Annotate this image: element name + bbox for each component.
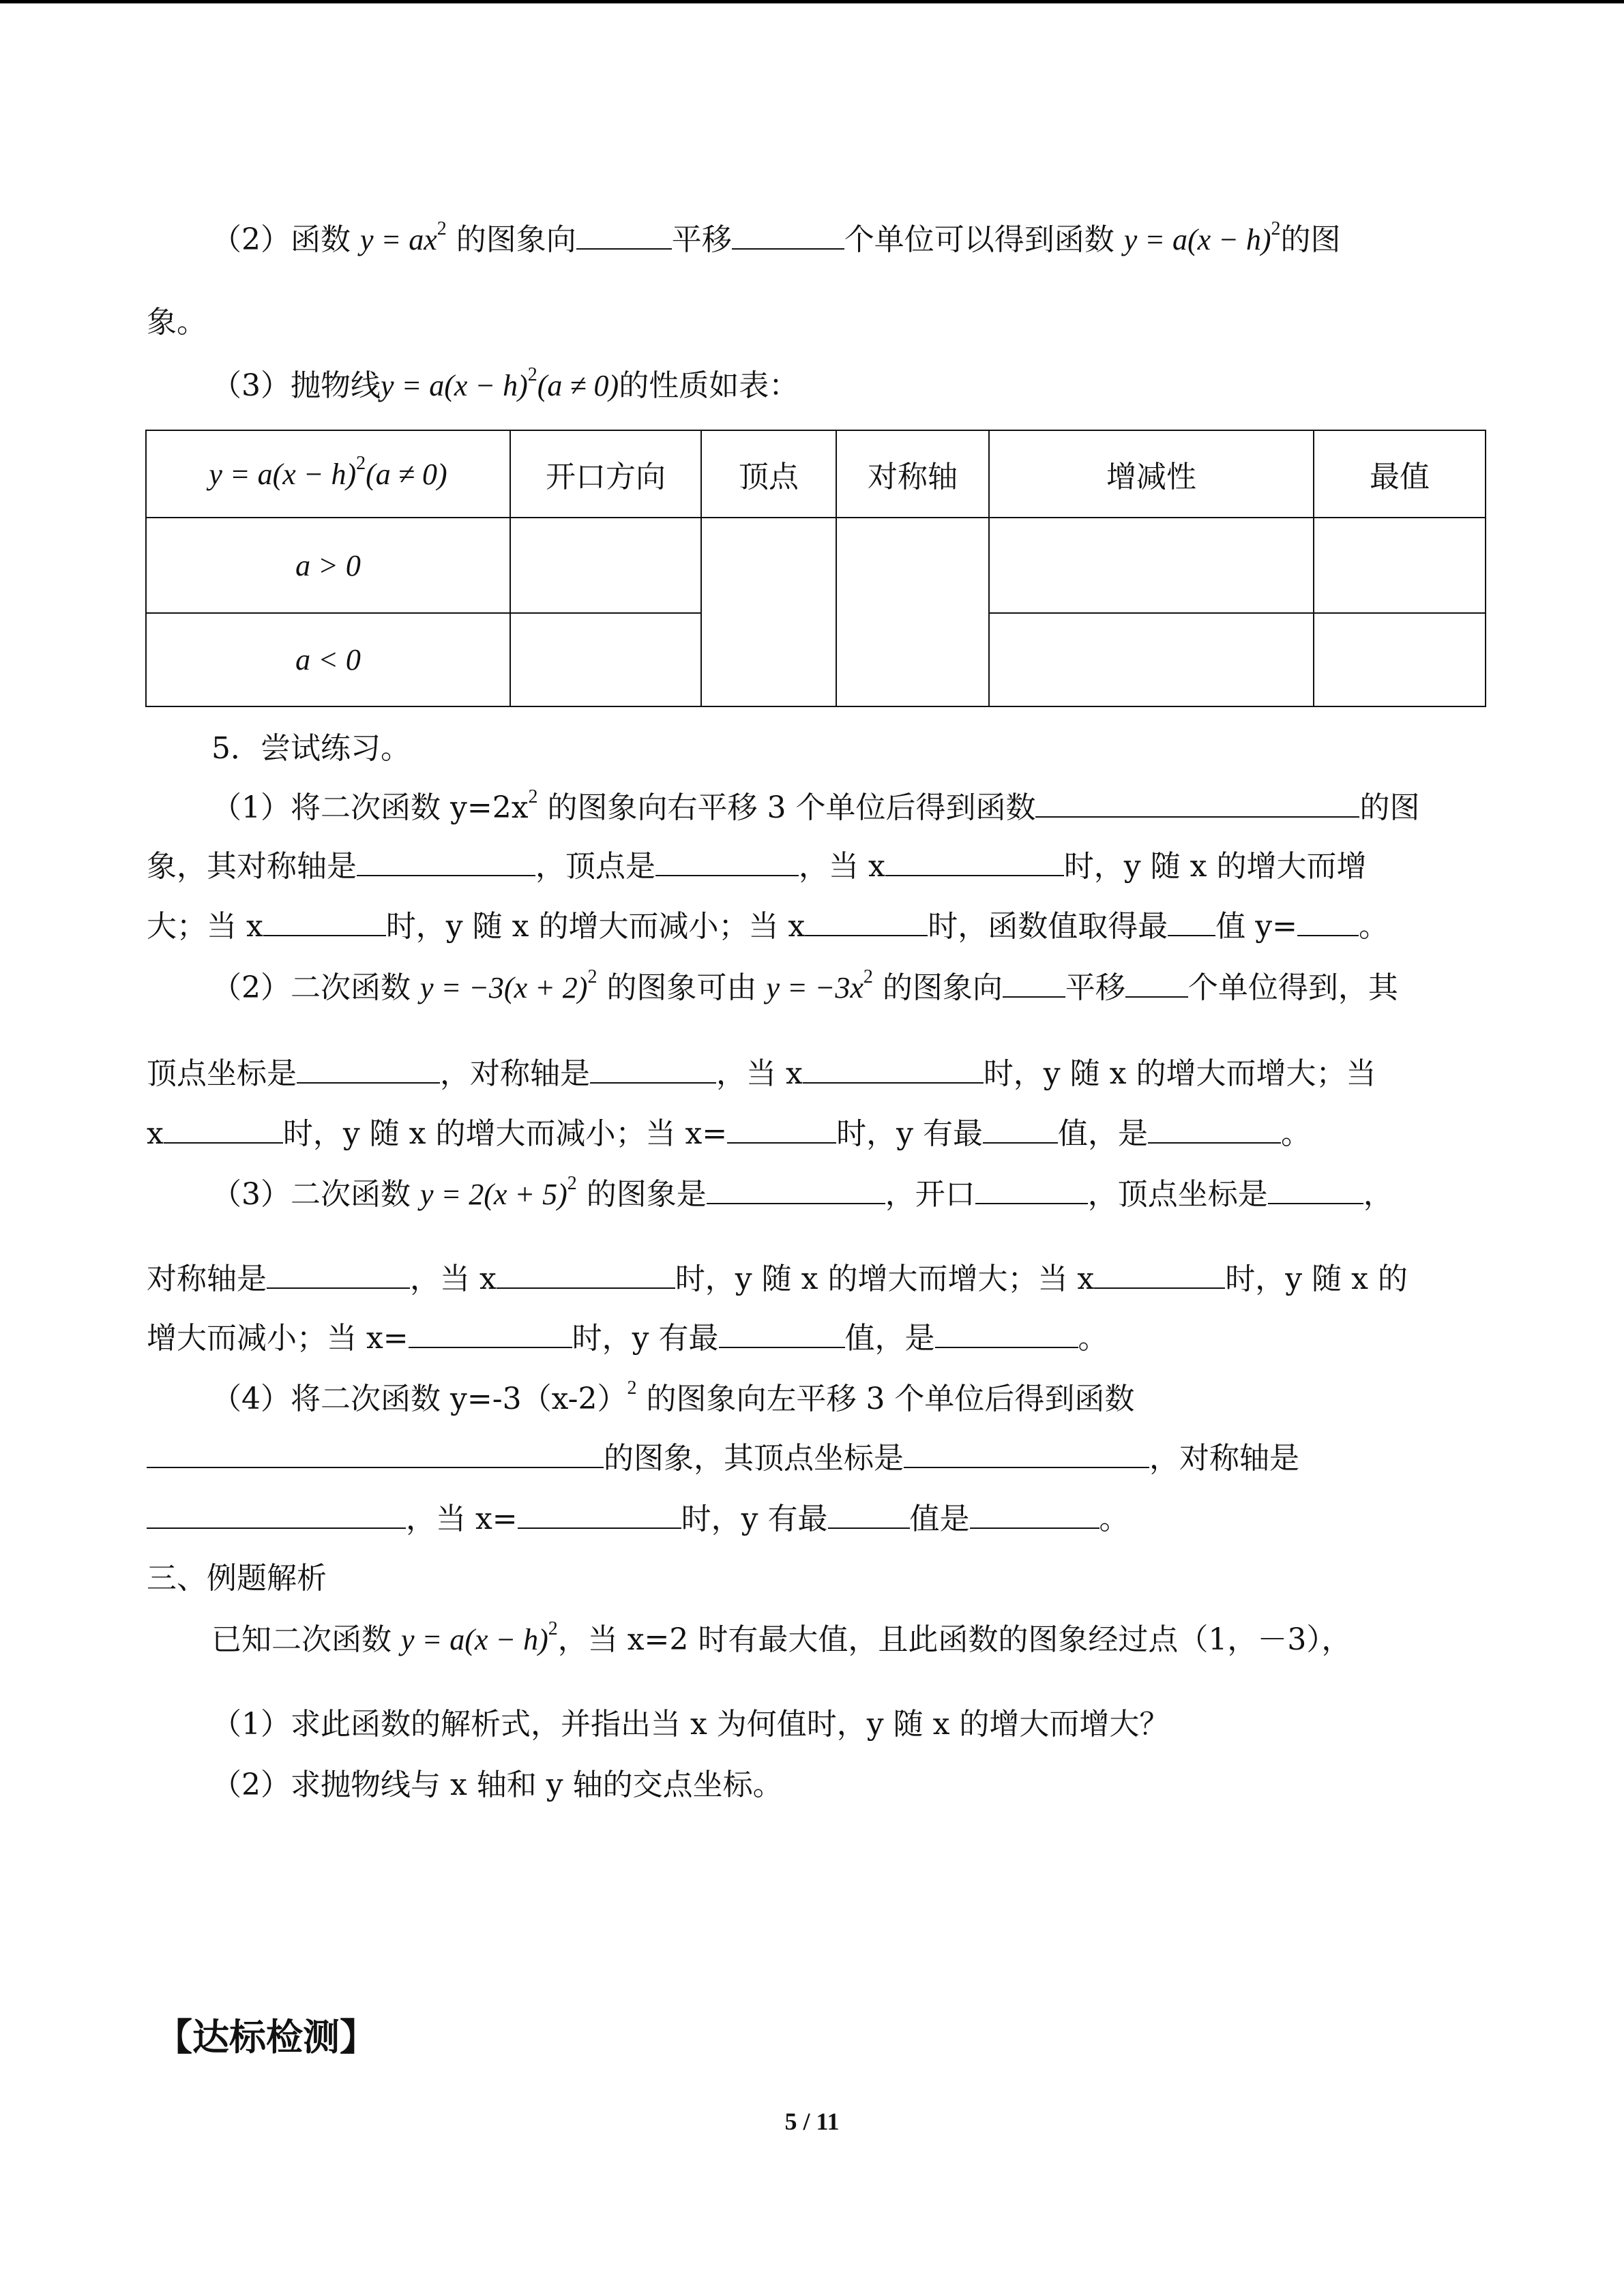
fill-blank[interactable] <box>590 1055 716 1084</box>
text: 的图 <box>1359 790 1420 825</box>
text: 时，y 随 x 的增大而减小；当 x <box>385 909 806 944</box>
text: ，当 x=2 时有最大值，且此函数的图象经过点（1，－3）， <box>557 1622 1352 1657</box>
text: 时，y 随 x 的增大而增大；当 <box>983 1056 1376 1091</box>
text: 的图象，其顶点坐标是 <box>604 1441 904 1476</box>
text: x <box>147 1116 164 1151</box>
fill-blank[interactable] <box>727 1115 836 1144</box>
text: 已知二次函数 <box>211 1622 392 1657</box>
text: 。 <box>1078 1321 1108 1356</box>
fill-blank[interactable] <box>732 221 844 250</box>
superscript: 2 <box>1271 218 1281 239</box>
answer-cell[interactable] <box>701 518 836 706</box>
q4-line2 <box>147 1438 1483 1479</box>
formula: (a ≠ 0) <box>537 369 619 402</box>
q2-line3 <box>147 1114 1483 1154</box>
fill-blank[interactable] <box>1148 1115 1281 1144</box>
text: 顶点坐标是 <box>147 1056 297 1091</box>
example-intro <box>211 1620 1483 1660</box>
text: 对称轴是 <box>147 1262 267 1296</box>
superscript: 2 <box>863 966 873 987</box>
fill-blank[interactable] <box>147 1500 406 1529</box>
text: 个单位可以得到函数 <box>844 222 1114 257</box>
formula: (a ≠ 0) <box>366 457 447 491</box>
text: ，对称轴是 <box>1149 1441 1299 1476</box>
text: 时，y 有最 <box>681 1502 828 1536</box>
fill-blank[interactable] <box>1268 1176 1363 1204</box>
header-cell: 增减性 <box>989 430 1314 518</box>
s4-p3-line <box>211 366 1483 406</box>
text: 的图象向 <box>882 970 1003 1005</box>
fill-blank[interactable] <box>1297 908 1359 936</box>
fill-blank[interactable] <box>707 1176 885 1204</box>
q3-line2 <box>147 1259 1483 1300</box>
fill-blank[interactable] <box>828 1500 910 1529</box>
text: ，顶点是 <box>535 849 655 884</box>
section-heading: 【达标检测】 <box>156 2016 377 2059</box>
text: 的图 <box>1280 222 1341 257</box>
fill-blank[interactable] <box>719 1320 845 1348</box>
text: （3）二次函数 <box>211 1177 411 1212</box>
formula: y = 2(x + 5) <box>420 1178 567 1211</box>
text: 时，函数值取得最 <box>928 909 1168 944</box>
row-label: a < 0 <box>146 613 510 706</box>
superscript: 2 <box>548 1618 558 1639</box>
fill-blank[interactable] <box>1003 969 1065 998</box>
q1-line3 <box>147 906 1483 947</box>
answer-cell[interactable] <box>510 613 701 706</box>
answer-cell[interactable] <box>836 518 989 706</box>
s4-p2-line2 <box>147 302 1483 343</box>
text: 值是 <box>909 1502 970 1536</box>
text: 平移 <box>1065 970 1125 1005</box>
header-cell: 开口方向 <box>510 430 701 518</box>
text: （2）求抛物线与 x 轴和 y 轴的交点坐标。 <box>211 1768 783 1802</box>
header-cell: 最值 <box>1314 430 1486 518</box>
text: 时，y 随 x 的增大而增大；当 x <box>675 1262 1095 1296</box>
formula: y = a(x − h) <box>209 457 357 491</box>
text: ，开口 <box>885 1177 975 1212</box>
fill-blank[interactable] <box>975 1176 1088 1204</box>
answer-cell[interactable] <box>989 518 1314 613</box>
text: 。 <box>1280 1116 1311 1151</box>
superscript: 2 <box>527 364 537 385</box>
text: 象。 <box>147 305 207 340</box>
fill-blank[interactable] <box>803 1055 984 1084</box>
formula: y = a(x − h) <box>401 1623 548 1656</box>
fill-blank[interactable] <box>935 1320 1078 1348</box>
text: 象，其对称轴是 <box>147 849 357 884</box>
top-border <box>0 0 1624 3</box>
text: 。 <box>1099 1502 1130 1536</box>
text: ，当 x <box>716 1056 803 1091</box>
formula: y = −3(x + 2) <box>420 971 588 1004</box>
superscript: 2 <box>587 966 597 987</box>
q1-line2 <box>147 846 1483 887</box>
text: 时，y 随 x 的增大而增 <box>1063 849 1367 884</box>
header-cell: 对称轴 <box>836 430 989 518</box>
text: ，对称轴是 <box>440 1056 590 1091</box>
fill-blank[interactable] <box>655 848 799 876</box>
text: 值 y= <box>1215 909 1297 944</box>
text: （4）将二次函数 y=-3（x-2） <box>211 1382 628 1416</box>
fill-blank[interactable] <box>885 848 1064 876</box>
q3-line3 <box>147 1318 1483 1359</box>
header-formula-cell <box>146 430 510 518</box>
fill-blank[interactable] <box>297 1055 440 1084</box>
fill-blank[interactable] <box>1168 908 1215 936</box>
text: 的图象向 <box>456 222 576 257</box>
example-q1 <box>211 1704 1483 1745</box>
q4-line3 <box>147 1499 1483 1540</box>
fill-blank[interactable] <box>409 1320 572 1348</box>
page-number: 5 / 11 <box>784 2108 840 2135</box>
q1-line1 <box>211 788 1483 829</box>
fill-blank[interactable] <box>805 908 928 936</box>
fill-blank[interactable] <box>1035 789 1359 818</box>
text: 个单位得到，其 <box>1187 970 1398 1005</box>
text: 时，y 随 x 的增大而减小；当 x= <box>282 1116 728 1151</box>
example-q2 <box>211 1765 1483 1806</box>
answer-cell[interactable] <box>989 613 1314 706</box>
item-number: （2） <box>211 222 291 257</box>
q2-line1 <box>211 968 1483 1009</box>
fill-blank[interactable] <box>147 1440 604 1468</box>
superscript: 2 <box>437 218 447 239</box>
text: 的性质如表： <box>619 368 799 403</box>
q4-line1 <box>211 1379 1483 1420</box>
fill-blank[interactable] <box>983 1115 1058 1144</box>
text: 值，是 <box>844 1321 935 1356</box>
text: ， <box>1363 1177 1393 1212</box>
formula: y = a(x − h) <box>381 369 528 402</box>
text: ，当 x <box>799 849 885 884</box>
formula: y = a(x − h) <box>1123 223 1271 256</box>
text: ，顶点坐标是 <box>1087 1177 1268 1212</box>
text: ，当 x <box>410 1262 497 1296</box>
section-5-title <box>211 728 1548 769</box>
text: 的图象可由 <box>606 970 757 1005</box>
superscript: 2 <box>356 452 366 474</box>
section-3-title <box>147 1558 1483 1599</box>
superscript: 2 <box>567 1173 577 1194</box>
text: 抛物线 <box>291 368 381 403</box>
text: （1）将二次函数 y=2x <box>211 790 529 825</box>
fill-blank[interactable] <box>164 1115 283 1144</box>
text: 时，y 随 x 的 <box>1225 1262 1408 1296</box>
text: 。 <box>1358 909 1389 944</box>
formula: y = ax <box>360 223 437 256</box>
item-number: （3） <box>211 368 291 403</box>
text: 5．尝试练习。 <box>211 731 411 766</box>
fill-blank[interactable] <box>970 1500 1099 1529</box>
text: 大；当 x <box>147 909 263 944</box>
header-cell: 顶点 <box>701 430 836 518</box>
fill-blank[interactable] <box>1125 969 1188 998</box>
fill-blank[interactable] <box>497 1260 675 1289</box>
fill-blank[interactable] <box>576 221 672 250</box>
fill-blank[interactable] <box>518 1500 681 1529</box>
fill-blank[interactable] <box>357 848 535 876</box>
q2-line2 <box>147 1054 1483 1094</box>
text: （2）二次函数 <box>211 970 411 1005</box>
table-header-row <box>146 430 1486 518</box>
superscript: 2 <box>627 1377 637 1399</box>
answer-cell[interactable] <box>1314 613 1486 706</box>
fill-blank[interactable] <box>1094 1260 1225 1289</box>
properties-table <box>145 430 1486 707</box>
text: 平移 <box>671 222 732 257</box>
table-row <box>146 518 1486 613</box>
text: 的图象是 <box>586 1177 707 1212</box>
fill-blank[interactable] <box>267 1260 410 1289</box>
q3-line1 <box>211 1174 1483 1215</box>
answer-cell[interactable] <box>1314 518 1486 613</box>
fill-blank[interactable] <box>904 1440 1149 1468</box>
text: 值，是 <box>1057 1116 1148 1151</box>
text: 三、例题解析 <box>147 1561 327 1596</box>
text: 增大而减小；当 x= <box>147 1321 409 1356</box>
text: ，当 x= <box>406 1502 518 1536</box>
superscript: 2 <box>528 786 538 807</box>
text: （1）求此函数的解析式，并指出当 x 为何值时，y 随 x 的增大而增大？ <box>211 1707 1170 1742</box>
row-label: a > 0 <box>146 518 510 613</box>
text: 时，y 有最 <box>836 1116 983 1151</box>
text: 的图象向右平移 3 个单位后得到函数 <box>547 790 1036 825</box>
answer-cell[interactable] <box>510 518 701 613</box>
text: 函数 <box>291 222 351 257</box>
text: 时，y 有最 <box>572 1321 719 1356</box>
fill-blank[interactable] <box>263 908 386 936</box>
formula: y = −3x <box>766 971 863 1004</box>
s4-p2-line1 <box>211 220 1483 260</box>
text: 的图象向左平移 3 个单位后得到函数 <box>646 1382 1135 1416</box>
